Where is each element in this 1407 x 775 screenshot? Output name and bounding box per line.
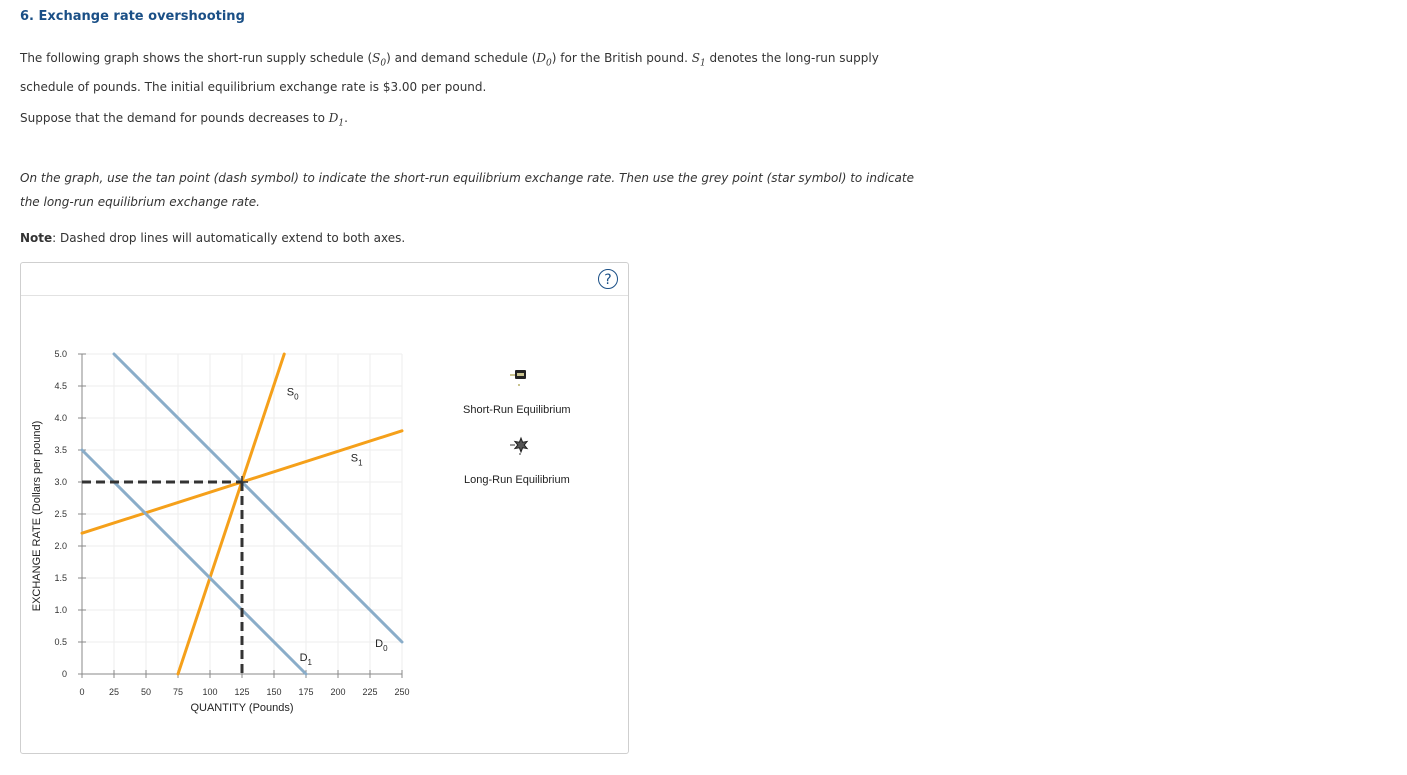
help-icon[interactable]: ? [598, 269, 618, 289]
d1-symbol: $D_1$ [328, 111, 345, 129]
graph-panel [20, 262, 629, 754]
y-tick-label: 0 [61, 669, 67, 679]
y-tick-label: 3.5 [54, 445, 67, 455]
question-paragraph-intro: The following graph shows the short-run supply schedule $(S_0)$ and demand schedule $(D_0)$ for the British pound. $S_1$ denotes the long-run supply schedule of pounds. The initial equilibrium exchange rate is $3.00 per pound. [20, 51, 879, 95]
y-tick-label: 3.0 [54, 477, 67, 487]
x-tick-label: 250 [394, 687, 410, 697]
s0-symbol: $S_0$ [372, 51, 387, 69]
x-tick-label: 50 [140, 687, 152, 697]
y-tick-label: 2.5 [54, 509, 67, 519]
x-tick-label: 125 [234, 687, 250, 697]
y-tick-label: 0.5 [54, 637, 67, 647]
question-instructions: On the graph, use the tan point (dash symbol) to indicate the short-run equilibrium exchange rate. Then use the grey point (star symbol) to indicate the long-run equilibrium exchange rate. [20, 171, 914, 209]
x-tick-label: 200 [330, 687, 346, 697]
y-tick-label: 4.5 [54, 381, 67, 391]
label-d1: $D_1$ [299, 652, 313, 668]
y-tick-label: 1.5 [54, 573, 67, 583]
x-axis-title: QUANTITY (Pounds) [190, 702, 294, 714]
s1-symbol: $S_1$ [691, 51, 706, 69]
label-s1: $S_1$ [350, 452, 363, 468]
d0-symbol: $D_0$ [536, 51, 552, 69]
x-tick-label: 150 [266, 687, 282, 697]
question-paragraph-shift: Suppose that the demand for pounds decreases to $D_1$. [20, 111, 348, 129]
y-tick-label: 4.0 [54, 413, 67, 423]
x-tick-label: 100 [202, 687, 218, 697]
x-tick-label: 0 [79, 687, 85, 697]
exchange-rate-chart [21, 263, 626, 751]
grey-point-tick [510, 444, 515, 446]
question-title: 6. Exchange rate overshooting [20, 9, 245, 24]
y-tick-label: 5.0 [54, 349, 67, 359]
tan-point-drop [518, 384, 520, 386]
y-axis-title: EXCHANGE RATE (Dollars per pound) [31, 420, 43, 612]
legend-short-run-label: Short-Run Equilibrium [463, 404, 571, 416]
label-s0: $S_0$ [286, 386, 299, 402]
grey-point-drop [519, 453, 521, 455]
tan-point-dash [517, 373, 524, 376]
x-tick-label: 175 [298, 687, 314, 697]
grey-star-point-icon[interactable] [515, 438, 527, 452]
question-note: Note: Dashed drop lines will automatically extend to both axes. [20, 231, 406, 245]
curve-d1 [82, 450, 306, 674]
x-tick-label: 75 [172, 687, 184, 697]
legend-long-run-label: Long-Run Equilibrium [464, 474, 570, 486]
x-tick-label: 25 [108, 687, 120, 697]
y-tick-label: 2.0 [54, 541, 67, 551]
y-tick-label: 1.0 [54, 605, 67, 615]
tan-point-tick [510, 374, 515, 376]
label-d0: $D_0$ [375, 638, 388, 654]
curve-d0 [114, 354, 402, 642]
x-tick-label: 225 [362, 687, 378, 697]
